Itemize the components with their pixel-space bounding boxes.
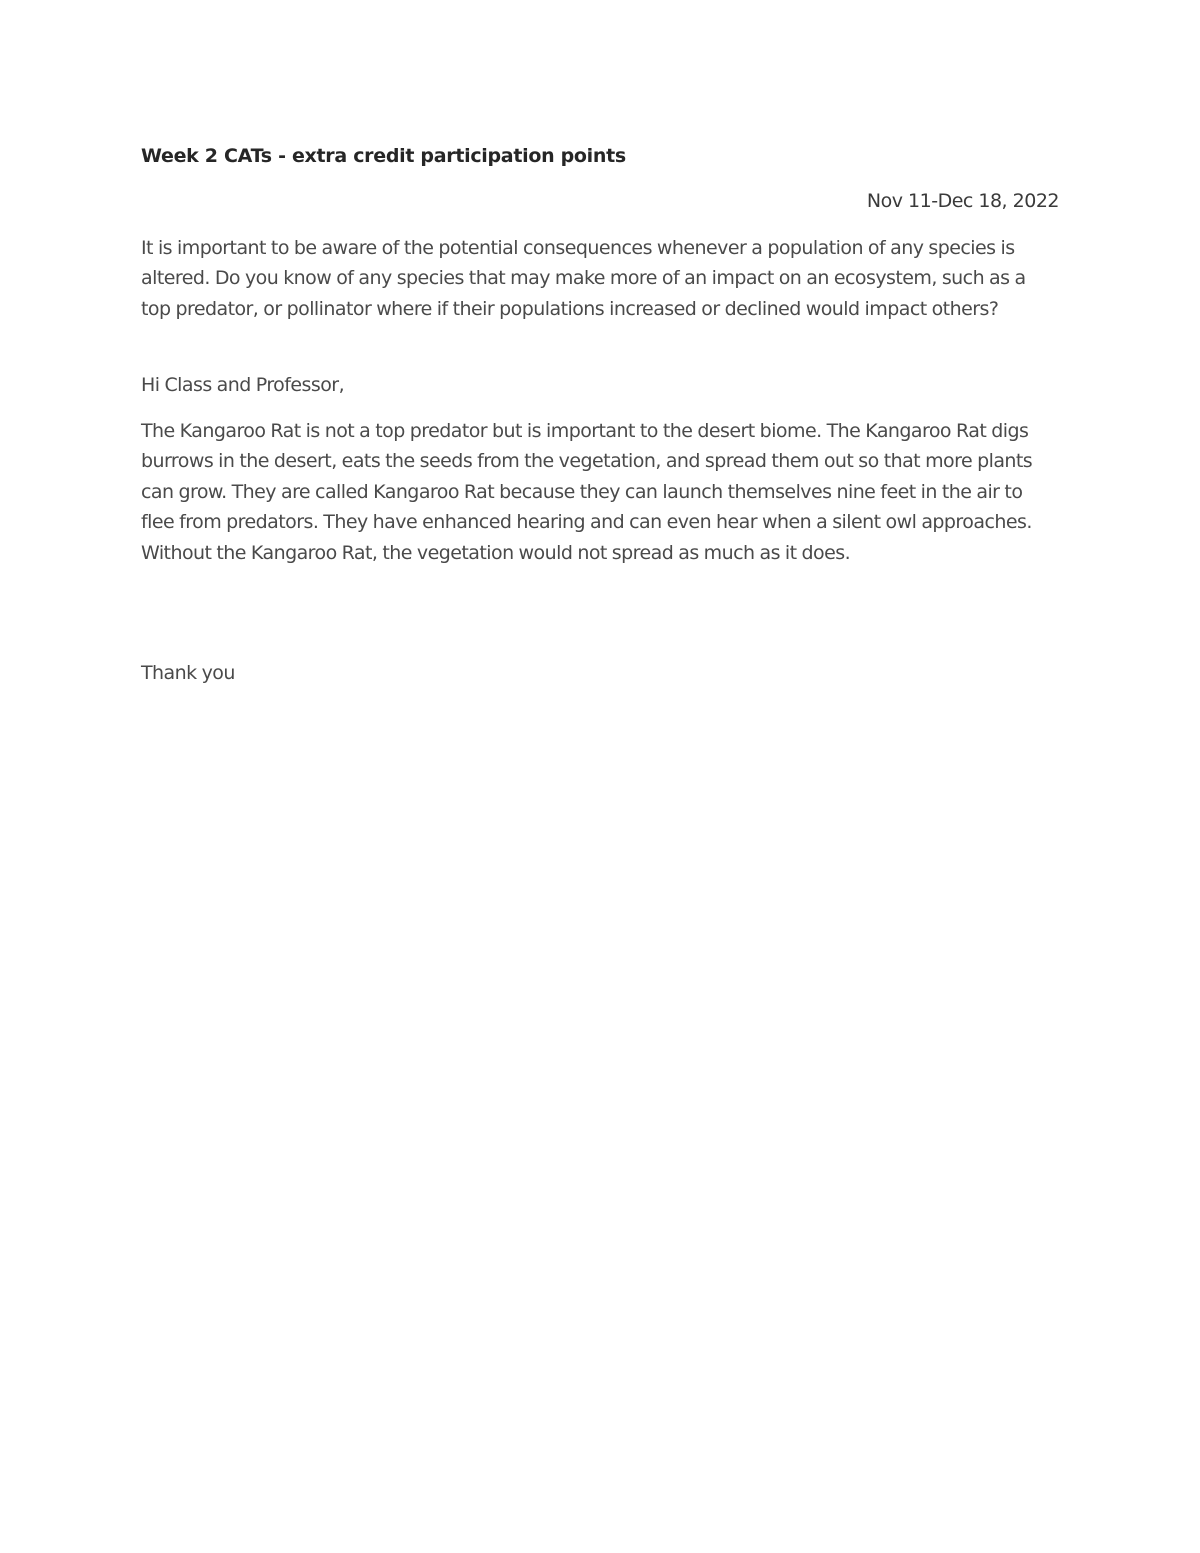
date-range: Nov 11-Dec 18, 2022 [866,190,1059,212]
document-page [141,0,1059,1553]
document-title: Week 2 CATs - extra credit participation points [141,145,626,167]
closing: Thank you [141,662,235,684]
greeting: Hi Class and Professor, [141,374,345,396]
prompt-question: It is important to be aware of the potential consequences whenever a population of any species is altered. Do you know of any species that may make more of an impact on an ecosystem, such as a top predator, or pollinator where if their populations increased or declined would impact others? [141,237,1026,320]
response-body: The Kangaroo Rat is not a top predator but is important to the desert biome. The Kangaroo Rat digs burrows in the desert, eats the seeds from the vegetation, and spread them out so that more plants can grow. They are called Kangaroo Rat because they can launch themselves nine feet in the air to flee from predators. They have enhanced hearing and can even hear when a silent owl approaches. Without the Kangaroo Rat, the vegetation would not spread as much as it does. [141,420,1033,564]
